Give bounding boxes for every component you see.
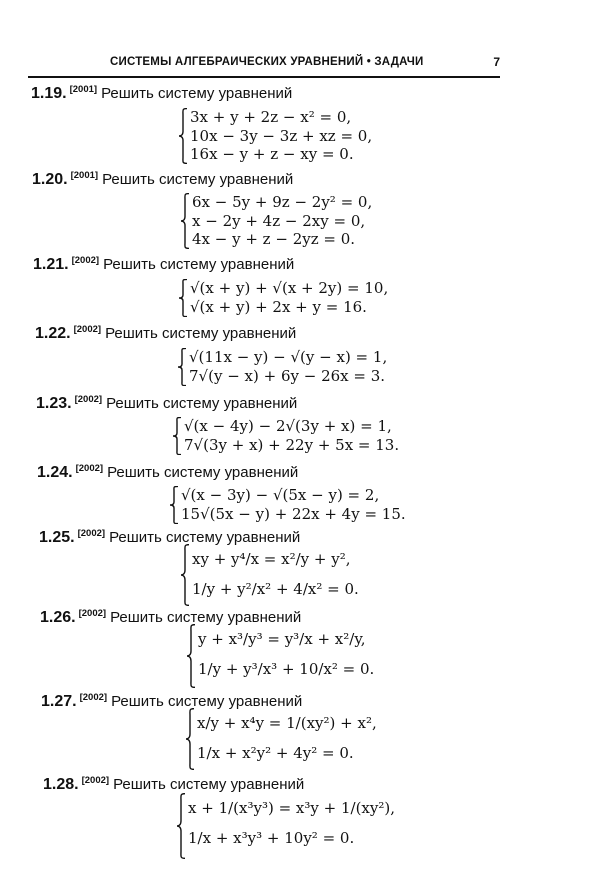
problem-statement: Решить систему уравнений	[103, 256, 295, 273]
left-brace	[172, 417, 182, 455]
left-brace	[177, 348, 187, 386]
equation: √(11x − y) − √(y − x) = 1,	[189, 348, 388, 366]
equation: 1/x + x³y³ + 10y² = 0.	[188, 829, 355, 847]
equation: 1/y + y²/x² + 4/x² = 0.	[192, 580, 359, 598]
problem-statement: Решить систему уравнений	[102, 171, 294, 188]
problem-number: 1.23.	[36, 395, 72, 412]
problem-heading	[37, 463, 298, 482]
equation: √(x + y) + 2x + y = 16.	[190, 297, 367, 316]
equation: 16x − y + z − xy = 0.	[190, 145, 354, 163]
problem-number: 1.21.	[33, 256, 69, 273]
left-brace	[176, 793, 186, 859]
problem-year: [2002]	[77, 528, 106, 539]
problem-heading	[43, 775, 304, 794]
problem-number: 1.24.	[37, 464, 73, 481]
equation: 7√(3y + x) + 22y + 5x = 13.	[184, 435, 400, 454]
problem-number: 1.19.	[31, 85, 67, 102]
equation-system	[177, 348, 407, 386]
equation-system	[172, 417, 412, 455]
problem-number: 1.27.	[41, 693, 77, 710]
equation: √(x + y) + √(x + 2y) = 10,	[190, 279, 389, 297]
problem-number: 1.26.	[40, 609, 76, 626]
problem-heading	[31, 84, 292, 103]
problem-number: 1.20.	[32, 171, 68, 188]
equation: x − 2y + 4z − 2xy = 0,	[192, 211, 366, 230]
problem-number: 1.22.	[35, 325, 71, 342]
problem-year: [2002]	[73, 324, 102, 335]
equation-system	[180, 193, 380, 249]
problem-heading	[35, 324, 296, 343]
running-title: СИСТЕМЫ АЛГЕБРАИЧЕСКИХ УРАВНЕНИЙ • ЗАДАЧИ	[110, 56, 424, 68]
equation-system	[178, 279, 398, 317]
equation: 1/y + y³/x³ + 10/x² = 0.	[198, 660, 375, 678]
problem-year: [2002]	[74, 394, 103, 405]
equation: 4x − y + z − 2yz = 0.	[192, 230, 356, 248]
page-header	[110, 56, 500, 76]
equation: 1/x + x²y² + 4y² = 0.	[197, 744, 354, 762]
equation: 6x − 5y + 9z − 2y² = 0,	[192, 193, 373, 211]
problem-statement: Решить систему уравнений	[111, 693, 303, 710]
left-brace	[180, 193, 190, 249]
equation: xy + y⁴/x = x²/y + y²,	[192, 550, 351, 568]
equation: 15√(5x − y) + 22x + 4y = 15.	[181, 504, 406, 523]
equation: y + x³/y³ = y³/x + x²/y,	[198, 630, 366, 648]
equation: √(x − 3y) − √(5x − y) = 2,	[181, 486, 380, 504]
problem-statement: Решить систему уравнений	[110, 609, 302, 626]
equation-system	[178, 108, 378, 164]
problem-statement: Решить систему уравнений	[105, 325, 297, 342]
problem-number: 1.25.	[39, 529, 75, 546]
left-brace	[180, 544, 190, 606]
equation: x/y + x⁴y = 1/(xy²) + x²,	[197, 714, 377, 732]
problem-statement: Решить систему уравнений	[113, 776, 305, 793]
problem-year: [2002]	[81, 775, 110, 786]
equation-system	[169, 486, 419, 524]
problem-heading	[36, 394, 297, 413]
problem-statement: Решить систему уравнений	[101, 85, 293, 102]
equation-system	[176, 793, 416, 859]
problem-statement: Решить систему уравнений	[106, 395, 298, 412]
equation-system	[185, 708, 415, 770]
problem-number: 1.28.	[43, 776, 79, 793]
problem-year: [2001]	[70, 170, 99, 181]
problem-year: [2002]	[75, 463, 104, 474]
equation: 10x − 3y − 3z + xz = 0,	[190, 126, 373, 145]
left-brace	[185, 708, 195, 770]
equation: 3x + y + 2z − x² = 0,	[190, 108, 352, 126]
page-number: 7	[493, 55, 500, 69]
left-brace	[178, 108, 188, 164]
problem-statement: Решить систему уравнений	[107, 464, 299, 481]
left-brace	[178, 279, 188, 317]
problem-heading	[33, 255, 294, 274]
problem-year: [2002]	[78, 608, 107, 619]
problem-year: [2001]	[69, 84, 98, 95]
equation: x + 1/(x³y³) = x³y + 1/(xy²),	[188, 799, 395, 817]
equation-system	[180, 544, 400, 606]
equation: √(x − 4y) − 2√(3y + x) = 1,	[184, 417, 392, 435]
left-brace	[169, 486, 179, 524]
equation: 7√(y − x) + 6y − 26x = 3.	[189, 366, 386, 385]
problem-year: [2002]	[71, 255, 100, 266]
problem-year: [2002]	[79, 692, 108, 703]
problem-heading	[32, 170, 293, 189]
equation-system	[186, 624, 406, 688]
left-brace	[186, 624, 196, 688]
header-rule	[28, 76, 500, 78]
problem-statement: Решить систему уравнений	[109, 529, 301, 546]
